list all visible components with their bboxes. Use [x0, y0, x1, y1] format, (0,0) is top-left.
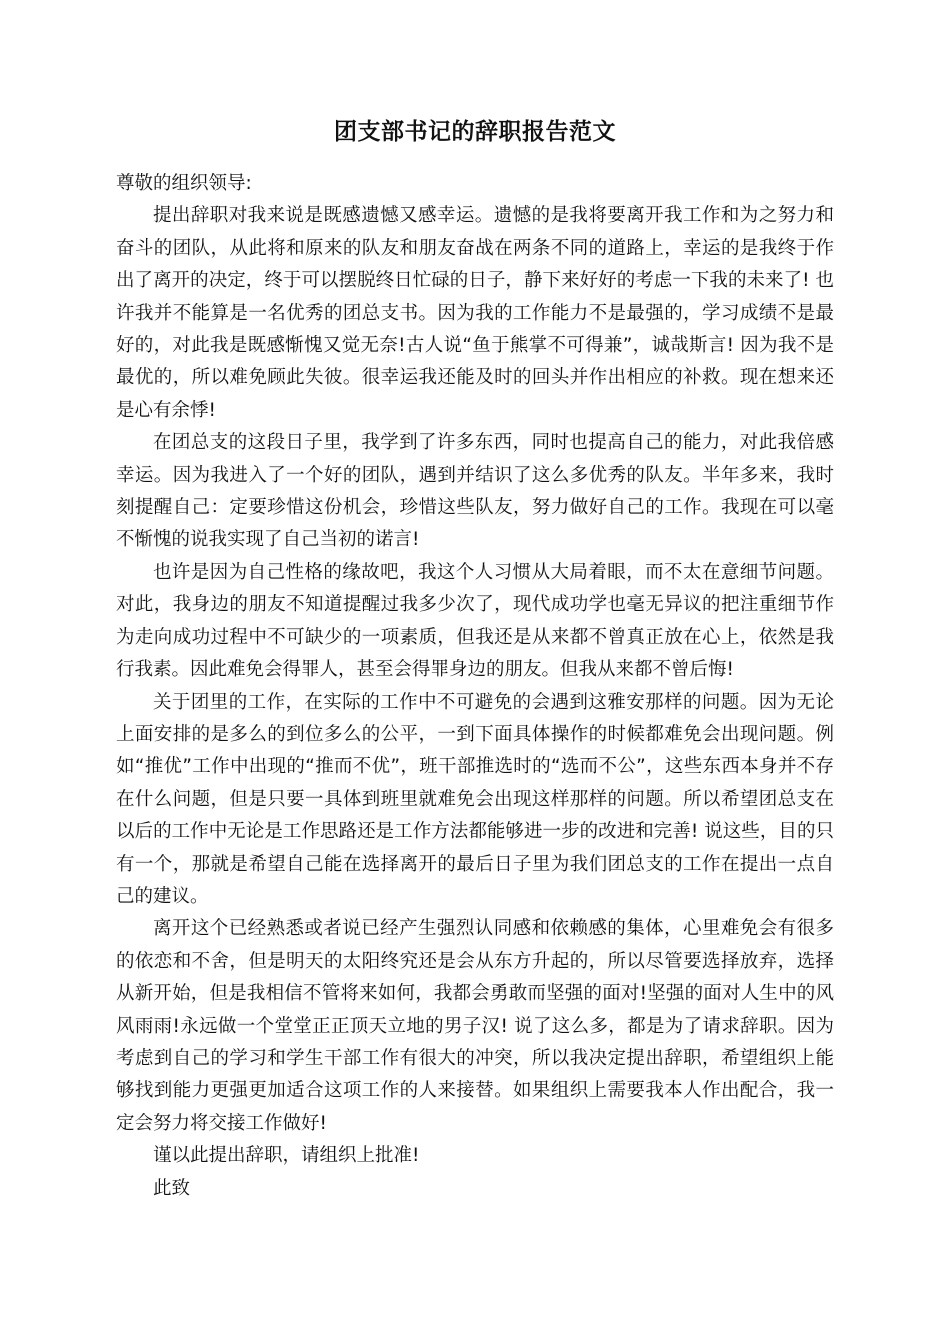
paragraph-4: 关于团里的工作，在实际的工作中不可避免的会遇到这雅安那样的问题。因为无论上面安排的是多么的到位多么的公平，一到下面具体操作的时候都难免会出现问题。例如“推优”工作中出现的“推而不优”，班干部推选时的“选而不公”，这些东西本身并不存在什么问题，但是只要一具体到班里就难免会出现这样那样的问题。所以希望团总支在以后的工作中无论是工作思路还是工作方法都能够进一步的改进和完善! 说这些，目的只有一个，那就是希望自己能在选择离开的最后日子里为我们团总支的工作在提出一点自己的建议。: [116, 691, 834, 907]
closing-salute: 此致: [153, 1177, 191, 1199]
closing-request: 谨以此提出辞职，请组织上批准!: [153, 1145, 420, 1167]
paragraph-2: 在团总支的这段日子里，我学到了许多东西，同时也提高自己的能力，对此我倍感幸运。因为我进入了一个好的团队，遇到并结识了这么多优秀的队友。半年多来，我时刻提醒自己：定要珍惜这份机会，珍惜这些队友，努力做好自己的工作。我现在可以毫不惭愧的说我实现了自己当初的诺言!: [116, 432, 834, 551]
document-page: [116, 112, 834, 1205]
salutation: 尊敬的组织领导:: [116, 173, 252, 194]
paragraph-1: 提出辞职对我来说是既感遗憾又感幸运。遗憾的是我将要离开我工作和为之努力和奋斗的团队，从此将和原来的队友和朋友奋战在两条不同的道路上，幸运的是我终于作出了离开的决定，终于可以摆脱终日忙碌的日子，静下来好好的考虑一下我的未来了! 也许我并不能算是一名优秀的团总支书。因为我的工作能力不是最强的，学习成绩不是最好的，对此我是既感惭愧又觉无奈!古人说“鱼于熊掌不可得兼”，诚哉斯言! 因为我不是最优的，所以难免顾此失彼。很幸运我还能及时的回头并作出相应的补救。现在想来还是心有余悸!: [116, 205, 834, 421]
document-title: 团支部书记的辞职报告范文: [334, 119, 616, 145]
paragraph-5: 离开这个已经熟悉或者说已经产生强烈认同感和依赖感的集体，心里难免会有很多的依恋和不舍，但是明天的太阳终究还是会从东方升起的，所以尽管要选择放弃，选择从新开始，但是我相信不管将来如何，我都会勇敢而坚强的面对!坚强的面对人生中的风风雨雨!永远做一个堂堂正正顶天立地的男子汉! 说了这么多，都是为了请求辞职。因为考虑到自己的学习和学生干部工作有很大的冲突，所以我决定提出辞职，希望组织上能够找到能力更强更加适合这项工作的人来接替。如果组织上需要我本人作出配合，我一定会努力将交接工作做好!: [116, 918, 834, 1134]
paragraph-3: 也许是因为自己性格的缘故吧，我这个人习惯从大局着眼，而不太在意细节问题。对此，我身边的朋友不知道提醒过我多少次了，现代成功学也毫无异议的把注重细节作为走向成功过程中不可缺少的一项素质，但我还是从来都不曾真正放在心上，依然是我行我素。因此难免会得罪人，甚至会得罪身边的朋友。但我从来都不曾后悔!: [116, 561, 834, 681]
